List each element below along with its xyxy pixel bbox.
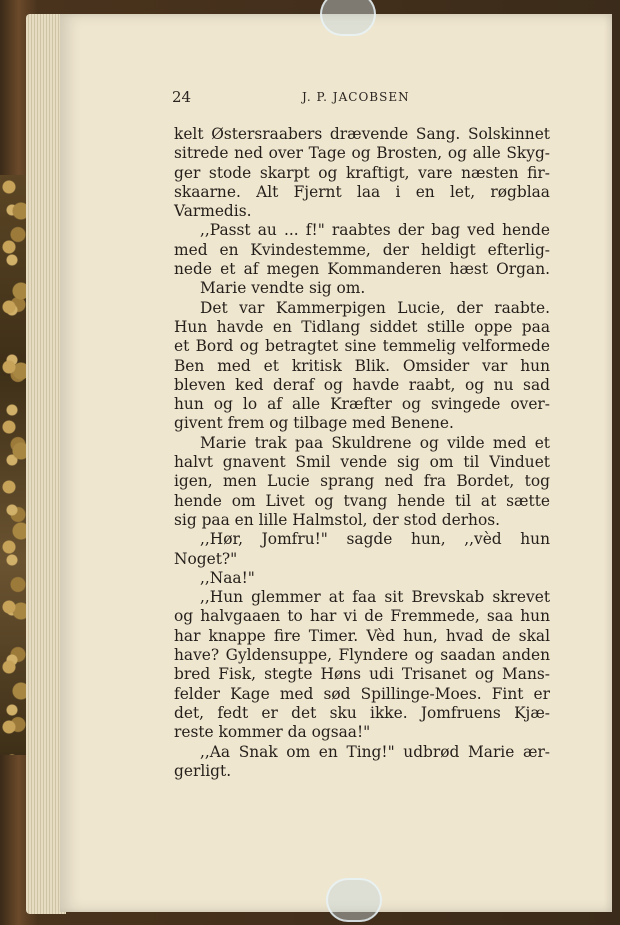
text-line: Varmedis. — [174, 202, 252, 221]
text-line: Marie vendte sig om. — [200, 279, 366, 298]
text-line: det, fedt er det sku ikke. Jomfruens Kjæ- — [174, 703, 550, 722]
text-line: halvt gnavent Smil vende sig om til Vinduet — [174, 453, 550, 472]
page-number: 24 — [172, 88, 192, 106]
text-line: Hun havde en Tidlang siddet stille oppe paa — [174, 317, 550, 336]
text-line: have? Gyldensuppe, Flyndere og saadan anden — [174, 646, 550, 665]
text-line: Noget?" — [174, 549, 238, 568]
page-header — [172, 88, 492, 110]
text-line: givent frem og tilbage med Benene. — [174, 414, 454, 433]
text-line: felder Kage med sød Spillinge-Moes. Fint er — [174, 684, 550, 703]
text-line: gerligt. — [174, 761, 232, 780]
text-line: med en Kvindestemme, der heldigt efterlig- — [174, 240, 550, 259]
running-head: J. P. JACOBSEN — [302, 90, 410, 104]
text-line: Det var Kammerpigen Lucie, der raabte. — [200, 298, 550, 317]
text-line: sig paa en lille Halmstol, der stod derhos. — [174, 510, 501, 529]
text-line: reste kommer da ogsaa!" — [174, 723, 371, 742]
text-line: sitrede ned over Tage og Brosten, og alle Skyg- — [174, 144, 550, 163]
text-line: nede et af megen Kommanderen hæst Organ. — [174, 260, 550, 279]
text-line: hun og lo af alle Kræfter og svingede over- — [174, 395, 550, 414]
text-line: bleven ked deraf og havde raabt, og nu sad — [174, 375, 550, 394]
text-line: hende om Livet og tvang hende til at sætte — [174, 491, 550, 510]
text-line: igen, men Lucie sprang ned fra Bordet, tog — [174, 472, 550, 491]
text-line: skaarne. Alt Fjernt laa i en let, røgblaa — [174, 182, 550, 201]
text-line: Marie trak paa Skuldrene og vilde med et — [200, 433, 550, 452]
text-line: bred Fisk, stegte Høns udi Trisanet og Mans- — [174, 665, 550, 684]
text-line: ,,Passt au ... f!" raabtes der bag ved hende — [200, 221, 550, 240]
text-line: ,,Naa!" — [200, 568, 255, 587]
page-clip-top — [320, 0, 376, 36]
text-line: ,,Hør, Jomfru!" sagde hun, ,,vèd hun — [200, 530, 550, 549]
page-clip-bottom — [326, 878, 382, 922]
text-line: og halvgaaen to har vi de Fremmede, saa hun — [174, 607, 550, 626]
text-line: har knappe fire Timer. Vèd hun, hvad de skal — [174, 626, 550, 645]
text-line: ,,Hun glemmer at faa sit Brevskab skrevet — [200, 588, 550, 607]
text-line: ,,Aa Snak om en Ting!" udbrød Marie ær- — [200, 742, 550, 761]
text-line: kelt Østersraabers drævende Sang. Solskinnet — [174, 125, 550, 143]
text-line: et Bord og betragtet sine temmelig velformede — [174, 337, 550, 356]
body-text — [174, 125, 550, 781]
text-line: ger stode skarpt og kraftigt, vare næsten fir- — [174, 163, 550, 182]
text-line: Ben med et kritisk Blik. Omsider var hun — [174, 356, 550, 375]
